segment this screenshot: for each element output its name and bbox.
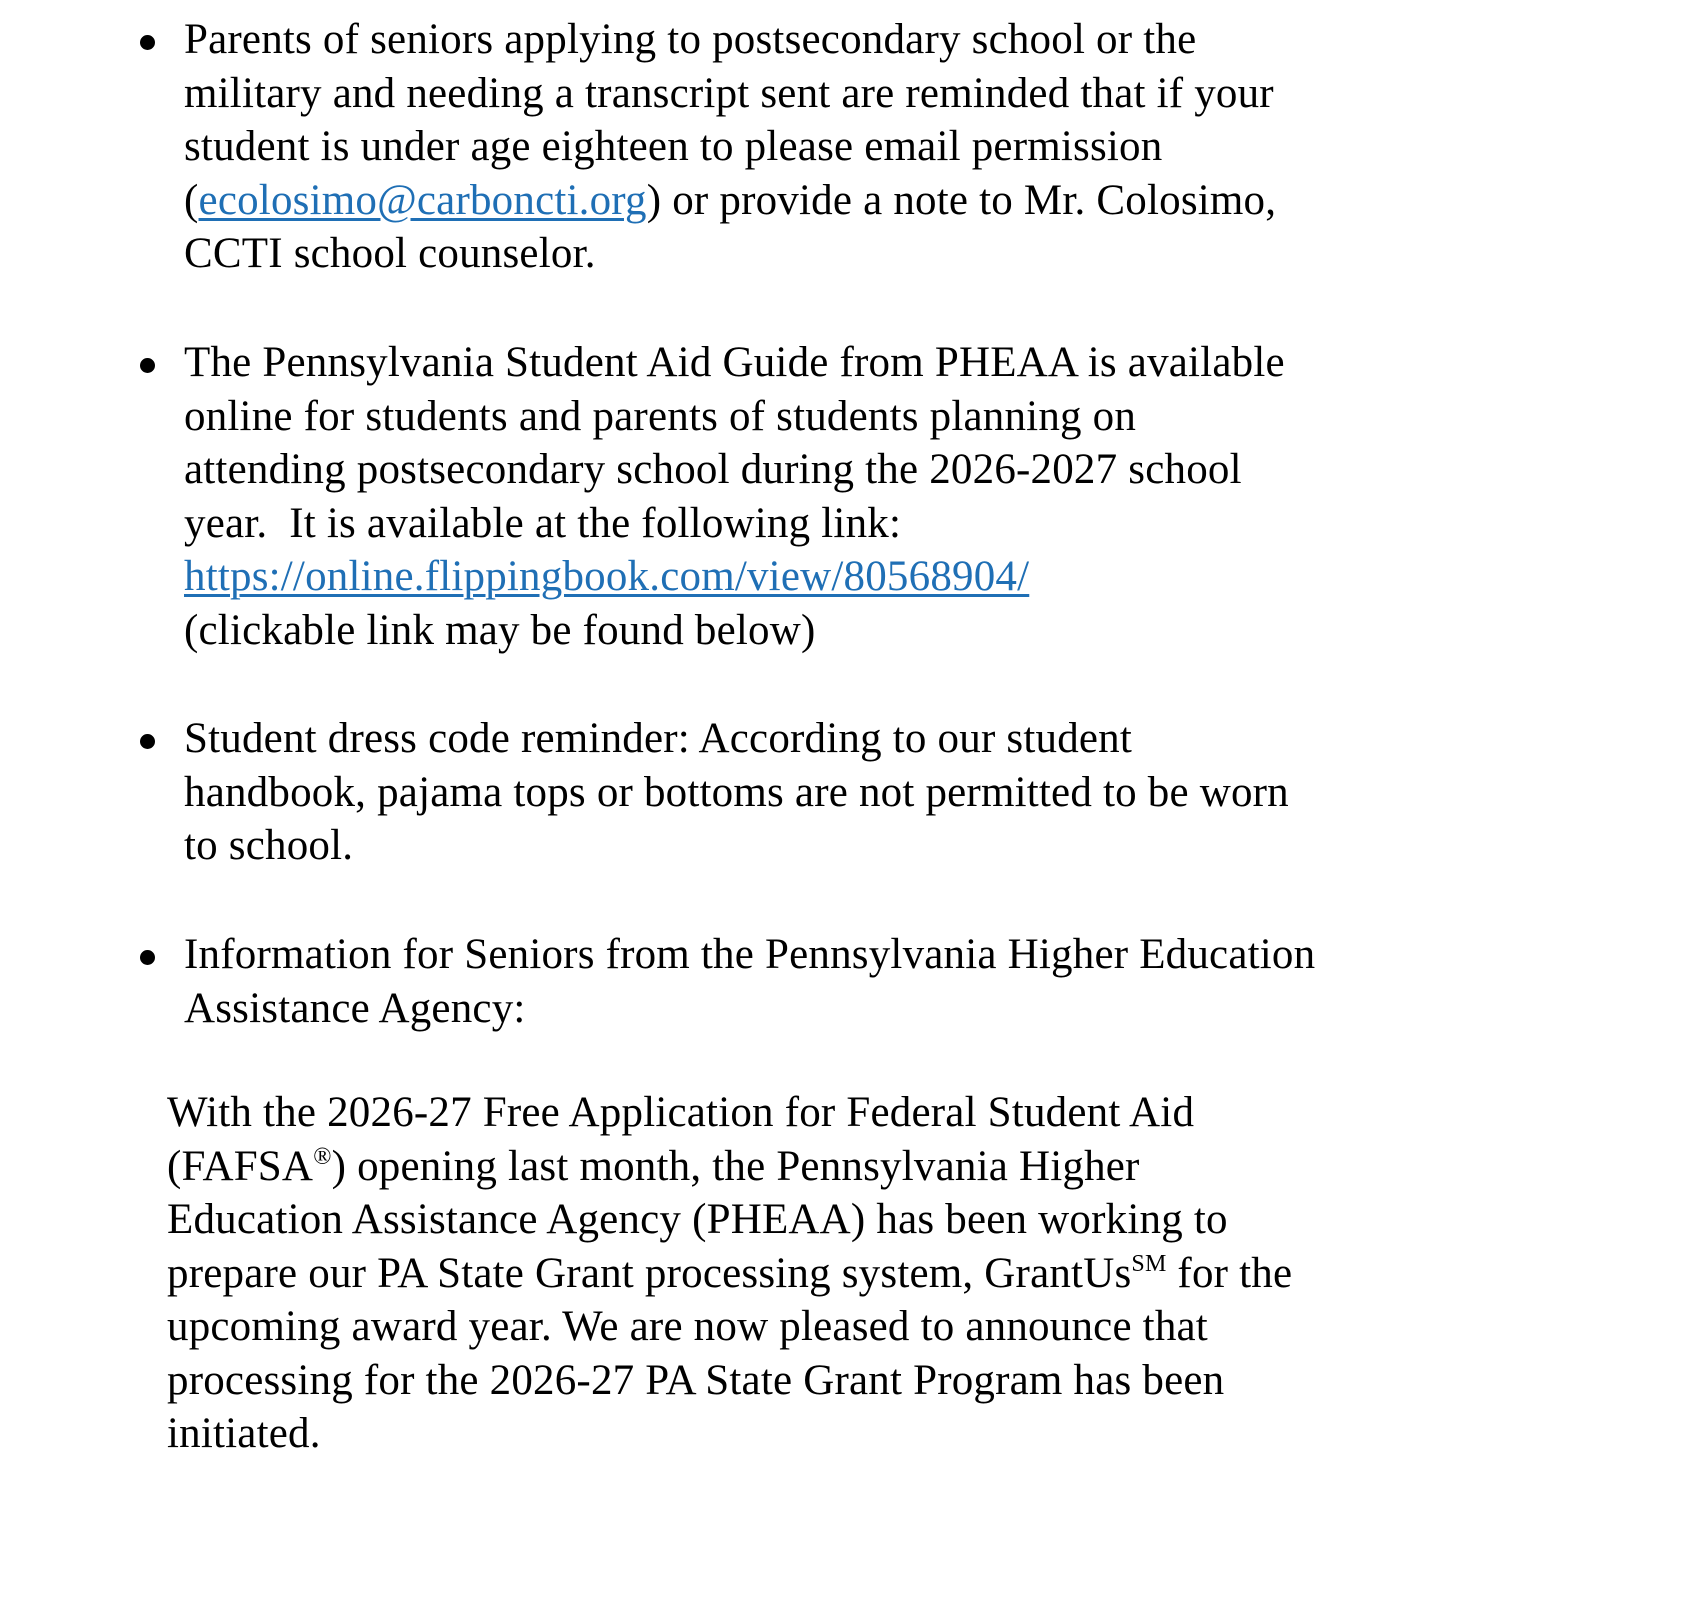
text-line: year. It is available at the following link: — [184, 499, 902, 547]
service-mark: SM — [1131, 1250, 1167, 1277]
text-line: Education Assistance Agency (PHEAA) has been working to — [167, 1196, 1228, 1243]
text-line — [140, 174, 1620, 228]
email-link[interactable]: ecolosimo@carboncti.org — [198, 176, 647, 224]
text-line: processing for the 2026-27 PA State Grant Program has been — [167, 1356, 1225, 1404]
bullet-icon — [140, 950, 155, 965]
text-line: CCTI school counselor. — [184, 230, 596, 277]
text-line: online for students and parents of students planning on — [184, 392, 1137, 440]
bullet-icon — [140, 35, 155, 50]
bullet-icon — [140, 358, 155, 373]
flippingbook-link[interactable]: https://online.flippingbook.com/view/80568904/ — [184, 553, 1030, 600]
text-fragment: for the — [1166, 1249, 1293, 1297]
text-line — [140, 550, 1620, 604]
text-line — [167, 1247, 1647, 1301]
text-line: student is under age eighteen to please email permission — [184, 123, 1163, 170]
text-line: Assistance Agency: — [184, 984, 526, 1032]
pheaa-announcement-paragraph — [167, 1086, 1647, 1461]
registered-mark: ® — [313, 1143, 332, 1170]
text-line: initiated. — [167, 1410, 321, 1457]
text-line: to school. — [184, 822, 354, 869]
text-fragment: prepare our PA State Grant processing system, GrantUs — [167, 1249, 1132, 1297]
text-line: attending postsecondary school during the 2026-2027 school — [184, 446, 1242, 493]
text-fragment: ) opening last month, the Pennsylvania Higher — [331, 1142, 1140, 1190]
text-line — [167, 1140, 1647, 1194]
bullet-transcript-permission — [140, 13, 1620, 281]
text-line: Information for Seniors from the Pennsylvania Higher Education — [184, 931, 1316, 978]
text-line: upcoming award year. We are now pleased to announce that — [167, 1303, 1208, 1350]
text-line: Parents of seniors applying to postsecondary school or the — [184, 16, 1197, 63]
text-fragment: ) or provide a note to Mr. Colosimo, — [646, 176, 1277, 224]
bullet-student-aid-guide — [140, 336, 1620, 657]
text-fragment: (FAFSA — [167, 1142, 314, 1190]
text-line: handbook, pajama tops or bottoms are not permitted to be worn — [184, 768, 1289, 816]
text-line: The Pennsylvania Student Aid Guide from PHEAA is available — [184, 339, 1285, 386]
text-line: Student dress code reminder: According to our student — [184, 715, 1133, 762]
text-fragment: ( — [184, 176, 199, 224]
bullet-pheaa-info — [140, 928, 1620, 1035]
text-line: military and needing a transcript sent are reminded that if your — [184, 69, 1274, 117]
bullet-dress-code — [140, 712, 1620, 873]
text-line: (clickable link may be found below) — [184, 606, 816, 654]
bullet-icon — [140, 734, 155, 749]
text-line: With the 2026-27 Free Application for Federal Student Aid — [167, 1089, 1195, 1136]
